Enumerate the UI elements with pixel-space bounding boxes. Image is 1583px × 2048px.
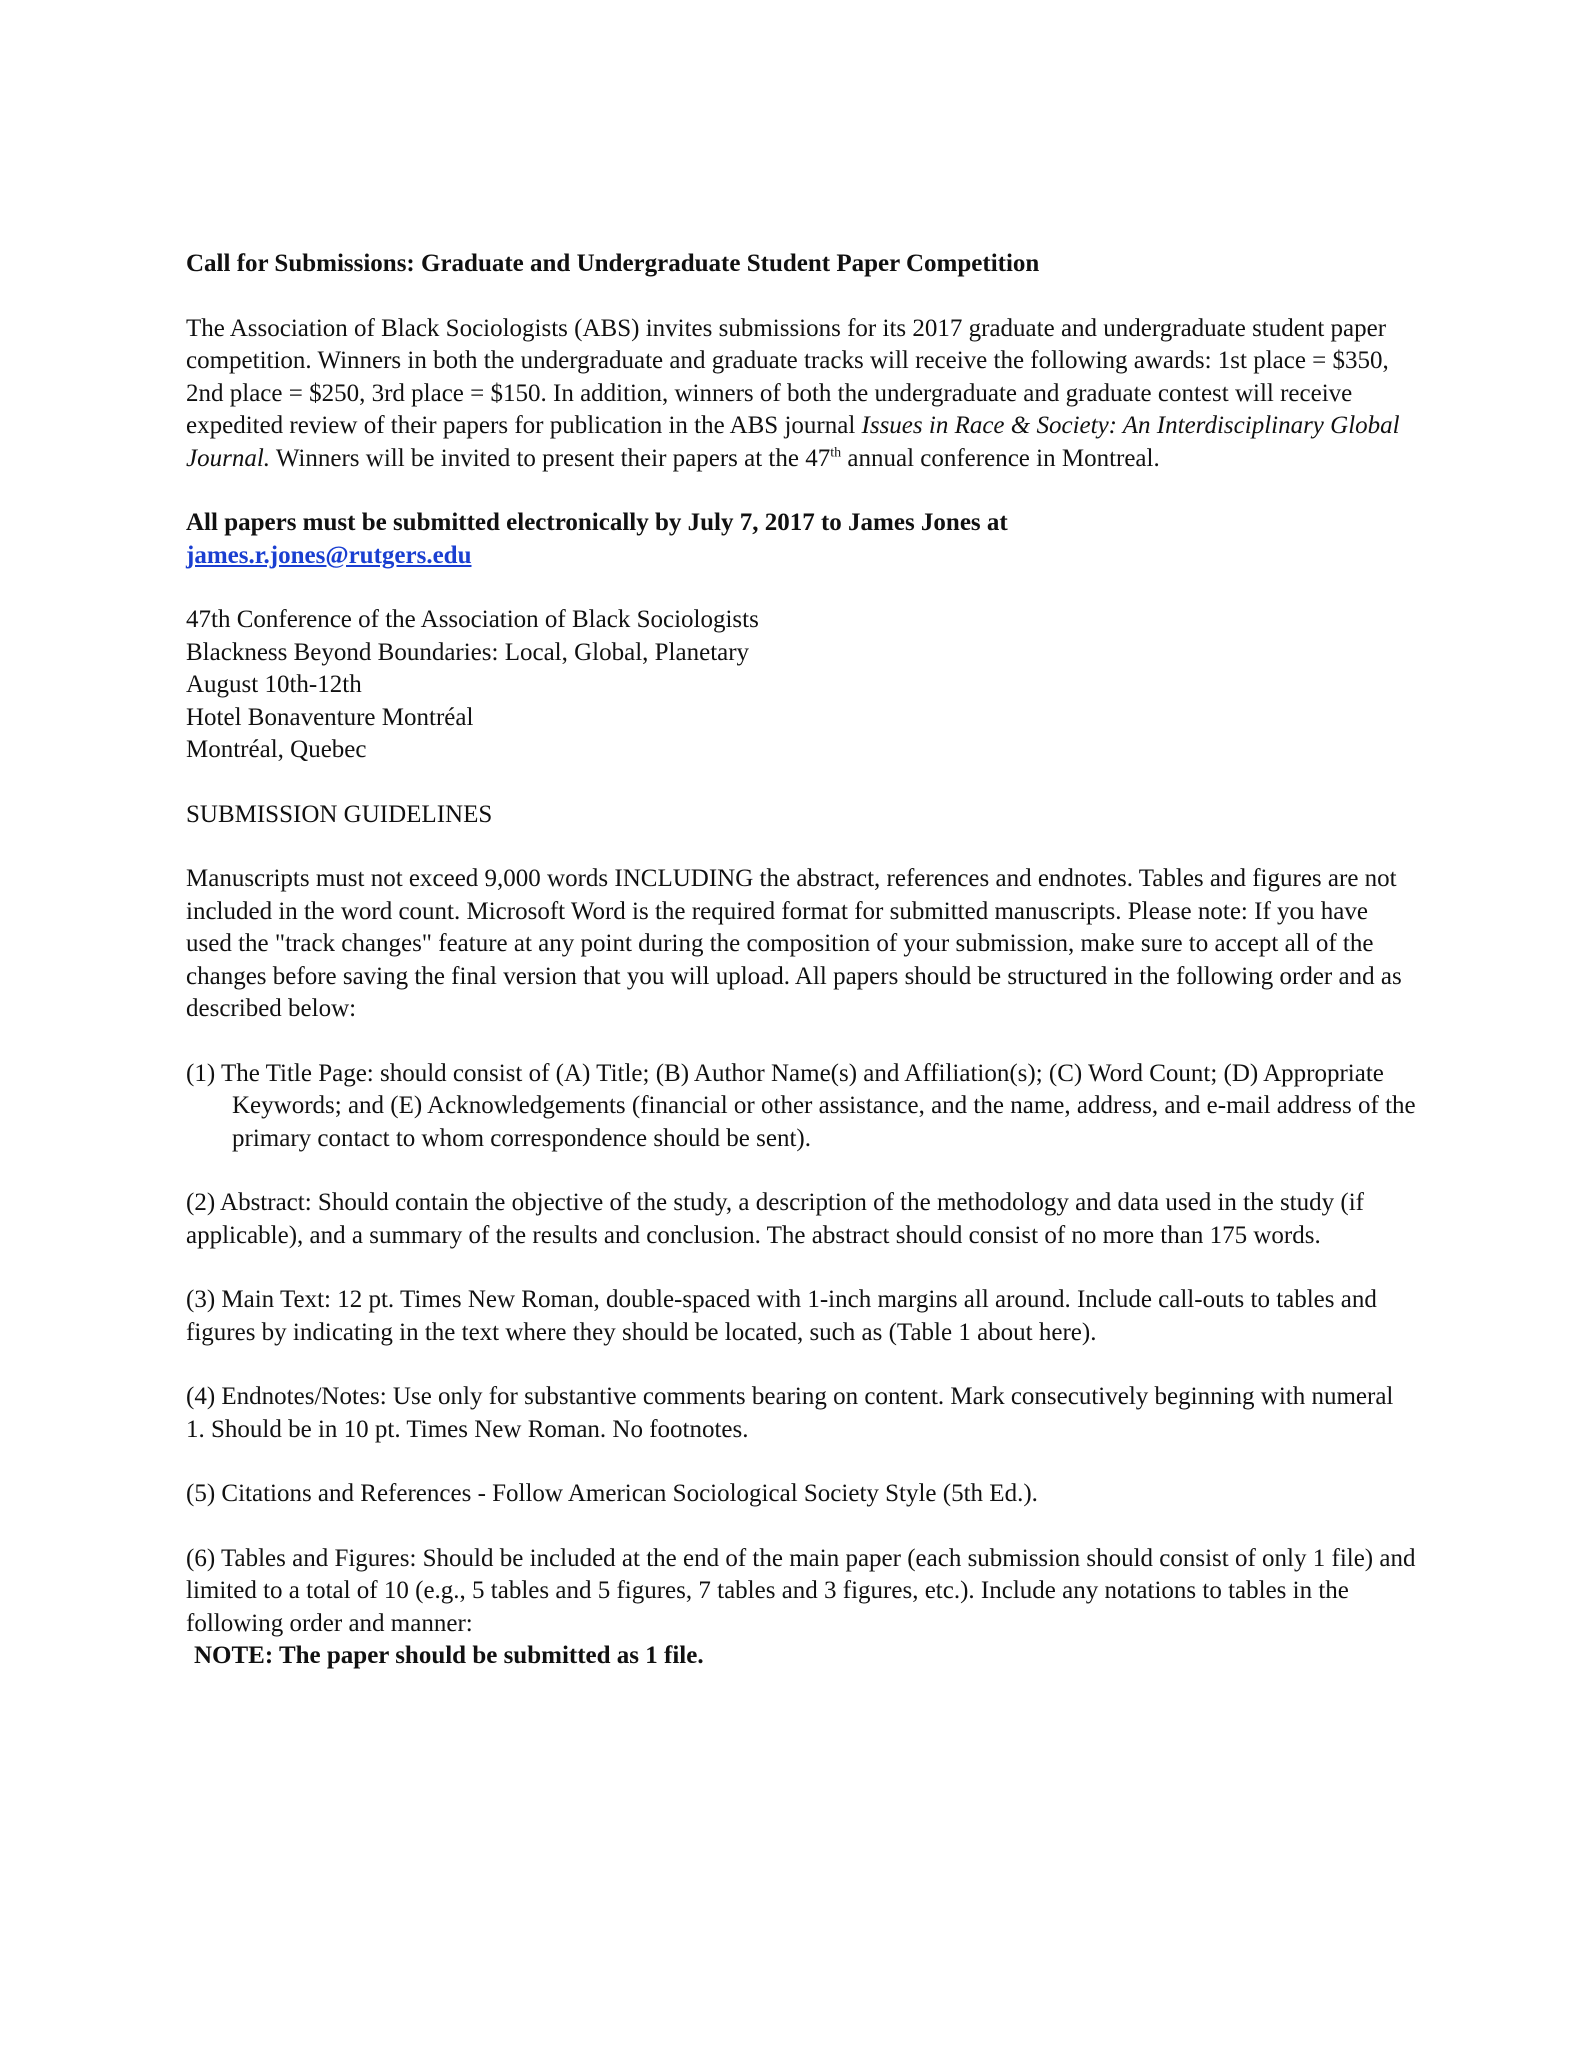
conference-line-venue: Hotel Bonaventure Montréal [186,703,474,731]
ordinal-suffix: th [830,445,842,461]
conference-line-dates: August 10th-12th [186,671,362,698]
guidelines-intro: Manuscripts must not exceed 9,000 words INCLUDING the abstract, references and endnotes. Tables and figures are not included in the word count. Microsoft Word is the required format for submitted manuscripts. Please note: If you have used the "track changes" feature at any point during the composition of your submission, make sure to accept all of the changes before saving the final version that you will upload. All papers should be structured in the following order and as described below: [186,865,1402,1022]
conference-line-city: Montréal, Quebec [186,736,367,763]
intro-text-end: annual conference in Montreal. [841,444,1160,472]
guideline-item-abstract: (2) Abstract: Should contain the objective of the study, a description of the methodology and data used in the study (if applicable), and a summary of the results and conclusion. The abstract should consist of no more than 175 words. [186,1189,1364,1249]
guideline-item-tables-figures: (6) Tables and Figures: Should be included at the end of the main paper (each submission should consist of only 1 file) and limited to a total of 10 (e.g., 5 tables and 5 figures, 7 tables and 3 figures, etc.). Include any notations to tables in the following order and manner: [186,1544,1416,1637]
deadline-paragraph [186,507,1416,572]
guideline-item-endnotes: (4) Endnotes/Notes: Use only for substantive comments bearing on content. Mark consecutively beginning with numeral 1. Should be in 10 pt. Times New Roman. No footnotes. [186,1383,1394,1443]
submission-note: NOTE: The paper should be submitted as 1 file. [194,1642,704,1669]
deadline-text: All papers must be submitted electronically by July 7, 2017 to James Jones at [186,509,1008,536]
intro-text: The Association of Black Sociologists (ABS) invites submissions for its 2017 graduate and undergraduate student paper competition. Winners in both the undergraduate and graduate tracks will receive the following awards: 1st place = $350, 2nd place = $250, 3rd place = $150. In addition, winners of both the undergraduate and graduate contest will receive expedited review of their papers for publication in the ABS journal [186,314,1389,439]
guideline-item-citations: (5) Citations and References - Follow American Sociological Society Style (5th Ed.). [186,1480,1038,1507]
guidelines-heading: SUBMISSION GUIDELINES [186,800,493,828]
page-title: Call for Submissions: Graduate and Undergraduate Student Paper Competition [186,250,1040,277]
conference-info [186,604,1416,767]
document-body [186,248,1416,1673]
guideline-item-main-text: (3) Main Text: 12 pt. Times New Roman, double-spaced with 1-inch margins all around. Include call-outs to tables and figures by indicating in the text where they should be located, such as (Table 1 about here). [186,1286,1377,1346]
email-link[interactable]: james.r.jones@rutgers.edu [186,541,472,569]
journal-title: Issues in Race & Society: An Interdisciplinary Global Journal. [186,412,1400,472]
intro-paragraph [186,313,1416,476]
conference-line-name: 47th Conference of the Association of Black Sociologists [186,606,759,633]
intro-text-after-journal: Winners will be invited to present their papers at the 47 [270,444,831,472]
guideline-item-title-page: (1) The Title Page: should consist of (A) Title; (B) Author Name(s) and Affiliation(s); (C) Word Count; (D) Appropriate Keywords; and (E) Acknowledgements (financial or other assistance, and the name, address, and e-mail address of the primary contact to whom correspondence should be sent). [186,1059,1416,1152]
conference-line-theme: Blackness Beyond Boundaries: Local, Global, Planetary [186,638,750,666]
